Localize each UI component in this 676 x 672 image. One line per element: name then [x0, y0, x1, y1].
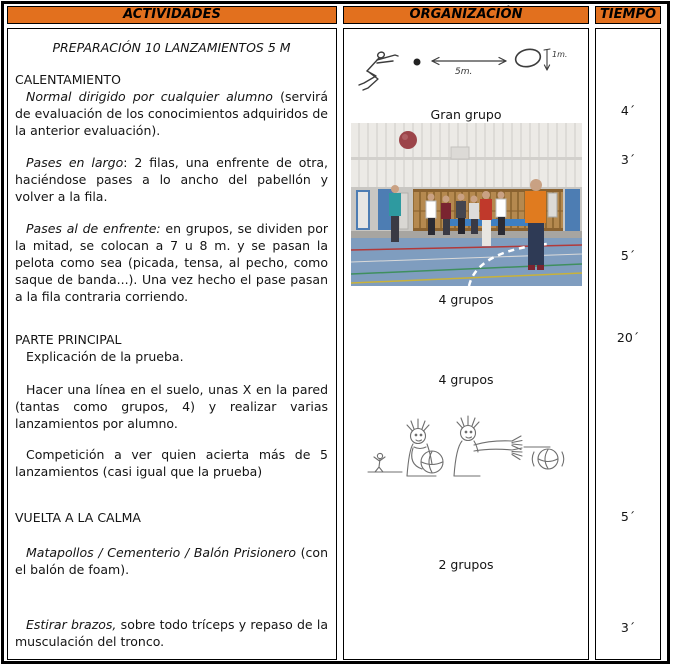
activity-paragraph-rest: Explicación de la prueba.	[26, 349, 184, 364]
time-value: 4´	[620, 103, 636, 118]
time-value: 3´	[620, 620, 636, 635]
group-caption-gran-grupo: Gran grupo	[430, 107, 502, 122]
activity-paragraph-rest: Competición a ver quien acierta más de 5 lanzamientos (casi igual que la prueba)	[15, 447, 328, 479]
activity-paragraph	[15, 381, 328, 432]
time-value: 5´	[620, 509, 636, 524]
heading-vuelta-a-la-calma: VUELTA A LA CALMA	[15, 510, 141, 525]
activity-paragraph-rest: (servirá de evaluación de los conocimientos adquiridos de la anterior evaluación).	[15, 89, 328, 138]
column-header-organizacion-label: ORGANIZACIÓN	[409, 7, 523, 22]
column-header-organizacion	[343, 6, 589, 24]
activities-column	[7, 28, 337, 660]
activity-paragraph-lead: Normal dirigido por cualquier alumno	[26, 89, 273, 104]
gym-photo	[351, 123, 582, 286]
activity-paragraph	[15, 616, 328, 650]
time-value: 20´	[616, 330, 640, 345]
group-caption-4-grupos: 4 grupos	[438, 292, 494, 307]
activity-paragraph-lead: Pases en largo	[26, 155, 124, 170]
column-header-tiempo	[595, 6, 661, 24]
heading-parte-principal: PARTE PRINCIPAL	[15, 332, 122, 347]
sketch-height-label: 1m.	[552, 50, 568, 59]
time-value: 3´	[620, 152, 636, 167]
session-title: PREPARACIÓN 10 LANZAMIENTOS 5 M	[52, 40, 291, 55]
activity-paragraph-lead: Estirar brazos,	[26, 617, 117, 632]
organization-column	[343, 28, 589, 660]
activity-paragraph-rest: sobre todo tríceps y repaso de la musculación del tronco.	[15, 617, 329, 649]
activity-paragraph-rest: Hacer una línea en el suelo, unas X en la pared (tantas como grupos, 4) y realizar varias lanzamientos por alumno.	[15, 382, 328, 431]
heading-calentamiento: CALENTAMIENTO	[15, 72, 121, 87]
sketch-distance-label: 5m.	[455, 67, 473, 77]
activity-paragraph-lead: Matapollos / Cementerio / Balón Prisionero	[26, 545, 296, 560]
activity-paragraph-rest: en grupos, se dividen por la mitad, se colocan a 7 u 8 m. y se pasan la pelota como sea (picada, tensa, al pecho, como saque de banda...). Una vez hecho el pase pasan a la fila contraria corriendo.	[15, 221, 328, 304]
activity-paragraph-rest: (con el balón de foam).	[15, 545, 328, 577]
time-value: 5´	[620, 248, 636, 263]
activity-paragraph	[15, 544, 328, 578]
activity-paragraph	[15, 220, 328, 305]
column-header-actividades-label: ACTIVIDADES	[123, 7, 221, 22]
activity-paragraph	[15, 446, 328, 480]
ball-pass-cartoon	[366, 414, 566, 486]
group-caption-2-grupos: 2 grupos	[438, 557, 494, 572]
throw-exercise-sketch	[355, 43, 577, 96]
activity-paragraph	[15, 154, 328, 205]
group-caption-4-grupos-2: 4 grupos	[438, 372, 494, 387]
column-header-tiempo-label: TIEMPO	[599, 7, 657, 22]
activity-paragraph-rest: : 2 filas, una enfrente de otra, haciéndose pases a lo ancho del pabellón y volver a la fila.	[15, 155, 329, 204]
activity-paragraph	[15, 88, 328, 139]
activity-paragraph-lead: Pases al de enfrente:	[26, 221, 161, 236]
activity-paragraph	[15, 348, 328, 365]
column-header-actividades	[7, 6, 337, 24]
time-column	[595, 28, 661, 660]
